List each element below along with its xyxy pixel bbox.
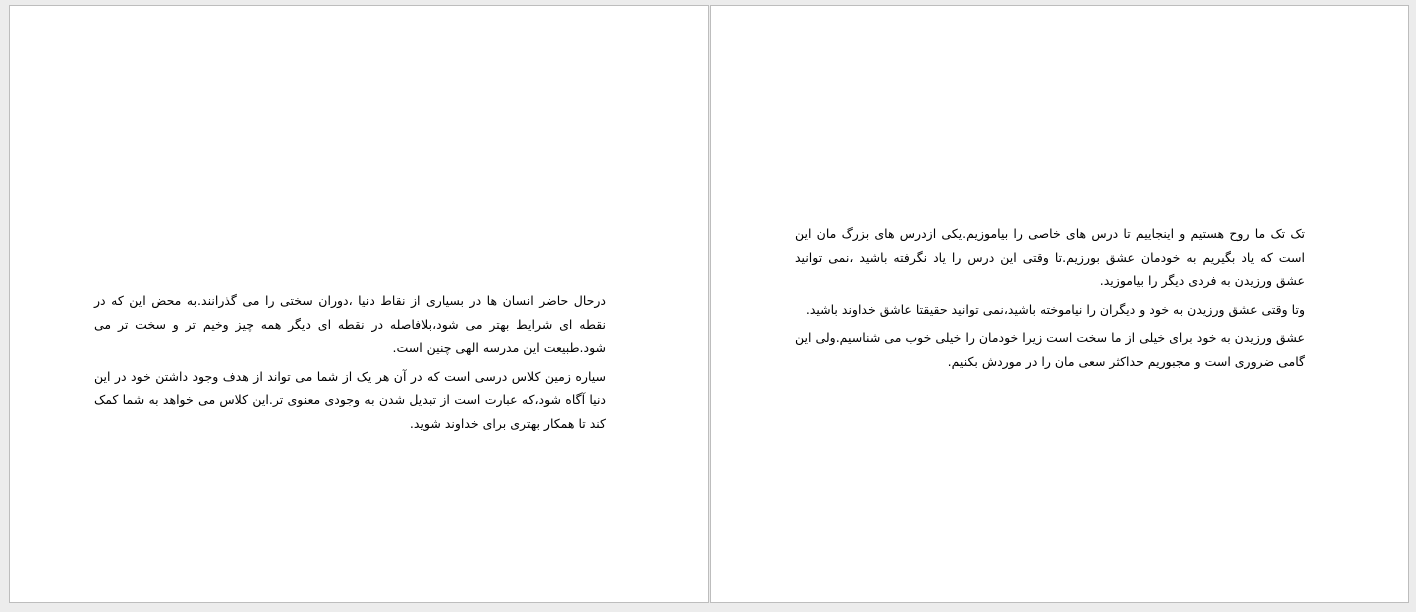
paragraph: سیاره زمین کلاس درسی است که در آن هر یک از شما می تواند از هدف وجود داشتن خود در این دنیا آگاه شود،که عبارت است از تبدیل شدن به وجودی معنوی تر.این کلاس می خواهد به شما کمک کند تا همکار بهتری برای خداوند شوید.: [94, 368, 606, 431]
document-page-2: [710, 5, 1409, 603]
paragraph: وتا وقتی عشق ورزیدن به خود و دیگران را نیاموخته باشید،نمی توانید حقیقتا عاشق خداوند باشید.: [805, 301, 1305, 317]
paragraph: تک تک ما روح هستیم و اینجاییم تا درس های خاصی را بیاموزیم.یکی ازدرس های بزرگ مان این است که یاد بگیریم به خودمان عشق بورزیم.تا وقتی این درس را یاد نگرفته باشید ،نمی توانید عشق ورزیدن به فردی دیگر را بیاموزید.: [795, 226, 1305, 288]
paragraph: عشق ورزیدن به خود برای خیلی از ما سخت است زیرا خودمان را خیلی خوب می شناسیم.ولی این گامی ضروری است و مجبوریم حداکثر سعی مان را در موردش بکنیم.: [795, 330, 1305, 369]
page-1-text-block: [94, 289, 606, 440]
document-page-1: [9, 5, 709, 603]
paragraph: درحال حاضر انسان ها در بسیاری از نقاط دنیا ،دوران سختی را می گذرانند.به محض این که در نقطه ای شرایط بهتر می شود،بلافاصله در نقطه ای دیگر همه چیز وخیم تر و سخت تر می شود.طبیعت این مدرسه الهی چنین است.: [94, 293, 606, 355]
page-2-text-block: [795, 222, 1305, 378]
